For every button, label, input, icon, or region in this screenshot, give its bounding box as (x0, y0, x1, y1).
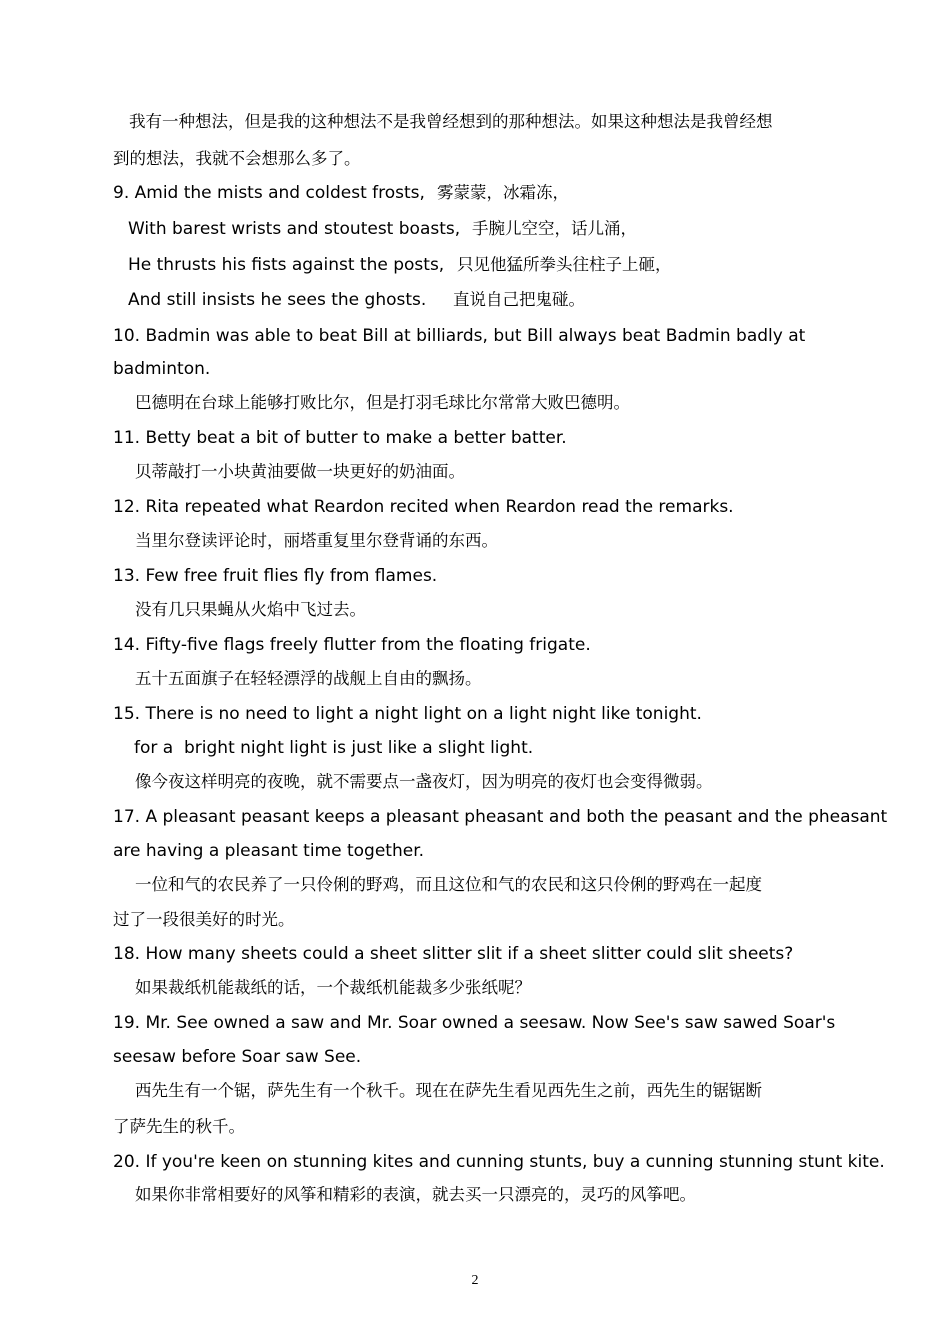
item-12-zh: 当里尔登读评论时，丽塔重复里尔登背诵的东西。 (135, 531, 498, 550)
item-10-en-line-2: badminton. (113, 359, 211, 379)
item-17-zh-line-2: 过了一段很美好的时光。 (113, 910, 295, 929)
item-9-zh-2: 手腕儿空空，话儿涌， (472, 219, 637, 238)
item-20-en: 20. If you're keen on stunning kites and cunning stunts, buy a cunning stunning stunt kite. (113, 1152, 885, 1172)
item-9-line-4 (128, 289, 585, 311)
item-9-zh-4: 直说自己把鬼碰。 (453, 290, 585, 309)
item-10-zh: 巴德明在台球上能够打败比尔，但是打羽毛球比尔常常大败巴德明。 (135, 393, 630, 412)
item-9-en-1: 9. Amid the mists and coldest frosts, (113, 183, 425, 203)
item-17-en-line-1: 17. A pleasant peasant keeps a pleasant pheasant and both the peasant and the pheasant (113, 807, 888, 827)
item-9-en-3: He thrusts his fists against the posts, (128, 255, 445, 275)
item-11-en: 11. Betty beat a bit of butter to make a better batter. (113, 428, 567, 448)
item-19-zh-line-1: 西先生有一个锯，萨先生有一个秋千。现在在萨先生看见西先生之前，西先生的锯锯断 (135, 1081, 762, 1100)
item-14-zh: 五十五面旗子在轻轻漂浮的战舰上自由的飘扬。 (135, 669, 482, 688)
item-9-line-3 (128, 254, 672, 276)
item-15-en-line-1: 15. There is no need to light a night light on a light night like tonight. (113, 704, 702, 724)
item-13-en: 13. Few free fruit flies fly from flames. (113, 566, 438, 586)
item-11-zh: 贝蒂敲打一小块黄油要做一块更好的奶油面。 (135, 462, 465, 481)
item-13-zh: 没有几只果蝇从火焰中飞过去。 (135, 600, 366, 619)
item-12-en: 12. Rita repeated what Reardon recited when Reardon read the remarks. (113, 497, 734, 517)
item-19-en-line-2: seesaw before Soar saw See. (113, 1047, 362, 1067)
item-9-zh-3: 只见他猛所拳头往柱子上砸， (457, 255, 672, 274)
item-15-en-line-2: for a bright night light is just like a slight light. (134, 738, 534, 758)
item-9-line-1 (113, 182, 569, 204)
item-9-line-2 (128, 218, 637, 240)
page-number: 2 (471, 1273, 479, 1288)
item-9-en-4: And still insists he sees the ghosts. (128, 290, 427, 310)
item-9-en-2: With barest wrists and stoutest boasts, (128, 219, 461, 239)
item-10-en-line-1: 10. Badmin was able to beat Bill at billiards, but Bill always beat Badmin badly at (113, 326, 806, 346)
item-9-zh-1: 雾蒙蒙，冰霜冻， (437, 183, 569, 202)
item-14-en: 14. Fifty-five flags freely flutter from the floating frigate. (113, 635, 591, 655)
item-18-zh: 如果裁纸机能裁纸的话，一个裁纸机能裁多少张纸呢？ (135, 978, 531, 997)
item-19-en-line-1: 19. Mr. See owned a saw and Mr. Soar owned a seesaw. Now See's saw sawed Soar's (113, 1013, 836, 1033)
item-17-en-line-2: are having a pleasant time together. (113, 841, 425, 861)
item-19-zh-line-2: 了萨先生的秋千。 (113, 1117, 245, 1136)
item-15-zh: 像今夜这样明亮的夜晚，就不需要点一盏夜灯，因为明亮的夜灯也会变得微弱。 (135, 772, 713, 791)
item-20-zh: 如果你非常相要好的风筝和精彩的表演，就去买一只漂亮的，灵巧的风筝吧。 (135, 1185, 696, 1204)
intro-zh-line-1: 我有一种想法，但是我的这种想法不是我曾经想到的那种想法。如果这种想法是我曾经想 (129, 112, 773, 131)
item-18-en: 18. How many sheets could a sheet slitter slit if a sheet slitter could slit sheets? (113, 944, 794, 964)
item-17-zh-line-1: 一位和气的农民养了一只伶俐的野鸡，而且这位和气的农民和这只伶俐的野鸡在一起度 (135, 875, 762, 894)
intro-zh-line-2: 到的想法，我就不会想那么多了。 (113, 149, 361, 168)
